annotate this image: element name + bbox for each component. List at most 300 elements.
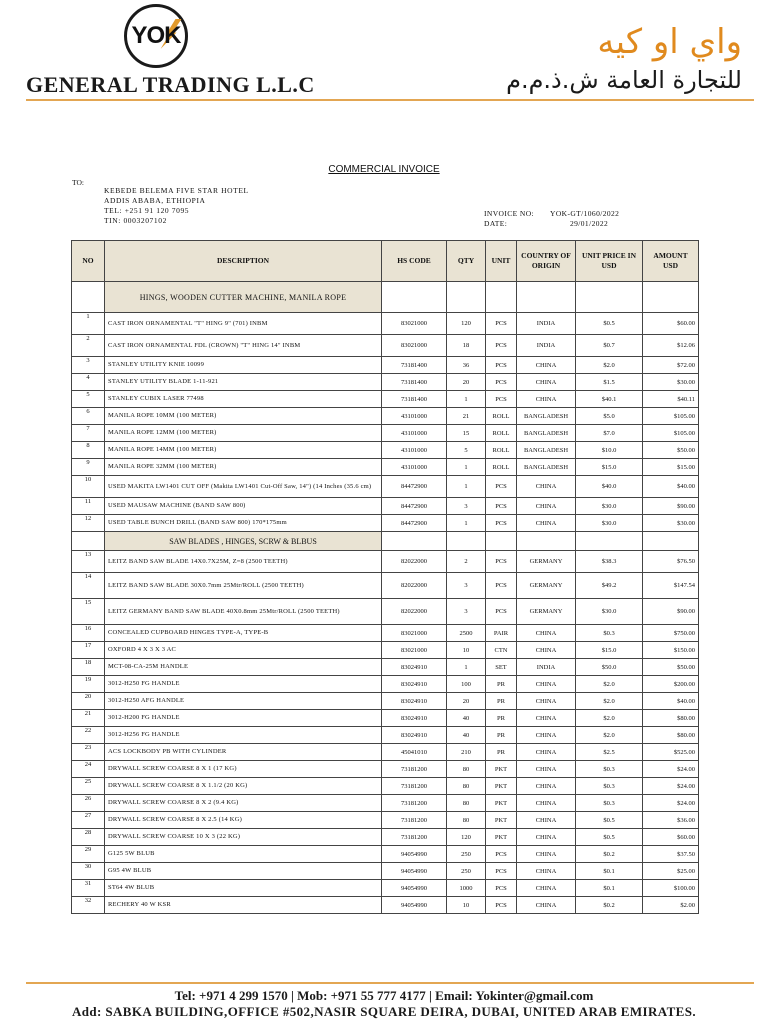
row-amount: $150.00 (643, 642, 699, 659)
row-description: LEITZ BAND SAW BLADE 30X0.7mm 25Mtr/ROLL (2500 TEETH) (105, 573, 382, 599)
row-qty: 120 (447, 313, 486, 335)
table-row (72, 335, 699, 357)
row-hs-code: 82022000 (382, 551, 447, 573)
row-amount: $90.00 (643, 599, 699, 625)
section-title: HINGS, WOODEN CUTTER MACHINE, MANILA ROPE (105, 282, 382, 313)
table-row (72, 897, 699, 914)
row-amount: $2.00 (643, 897, 699, 914)
row-origin: CHINA (517, 744, 576, 761)
row-amount: $40.00 (643, 693, 699, 710)
row-description: MANILA ROPE 32MM (100 METER) (105, 459, 382, 476)
row-number: 8 (72, 442, 105, 459)
row-hs-code: 43101000 (382, 459, 447, 476)
row-description: CAST IRON ORNAMENTAL "T" HING 9" (701) INBM (105, 313, 382, 335)
row-unit-price: $5.0 (576, 408, 643, 425)
row-origin: CHINA (517, 515, 576, 532)
row-amount: $200.00 (643, 676, 699, 693)
row-amount: $50.00 (643, 659, 699, 676)
row-origin: CHINA (517, 727, 576, 744)
row-origin: CHINA (517, 795, 576, 812)
row-number: 32 (72, 897, 105, 914)
row-number: 26 (72, 795, 105, 812)
row-unit-price: $0.5 (576, 313, 643, 335)
row-unit-price: $2.0 (576, 676, 643, 693)
row-qty: 20 (447, 693, 486, 710)
row-unit-price: $7.0 (576, 425, 643, 442)
row-qty: 36 (447, 357, 486, 374)
row-number: 21 (72, 710, 105, 727)
row-description: LEITZ BAND SAW BLADE 14X0.7X25M, Z=8 (2500 TEETH) (105, 551, 382, 573)
table-row (72, 744, 699, 761)
row-number: 29 (72, 846, 105, 863)
row-amount: $100.00 (643, 880, 699, 897)
row-number: 31 (72, 880, 105, 897)
row-amount: $24.00 (643, 795, 699, 812)
row-unit: PCS (486, 599, 517, 625)
row-hs-code: 94054990 (382, 897, 447, 914)
row-number: 5 (72, 391, 105, 408)
row-number: 6 (72, 408, 105, 425)
row-qty: 2500 (447, 625, 486, 642)
row-hs-code: 73181400 (382, 374, 447, 391)
row-number: 30 (72, 863, 105, 880)
row-unit: ROLL (486, 408, 517, 425)
row-unit: PCS (486, 897, 517, 914)
header-hs-code: HS CODE (382, 241, 447, 282)
row-unit-price: $0.2 (576, 846, 643, 863)
invoice-no-value: YOK-GT/1060/2022 (550, 209, 620, 218)
table-row (72, 313, 699, 335)
invoice-no-label: INVOICE NO: (484, 209, 535, 218)
date-value: 29/01/2022 (570, 219, 609, 228)
row-qty: 1 (447, 391, 486, 408)
row-amount: $40.11 (643, 391, 699, 408)
row-unit: PCS (486, 374, 517, 391)
row-unit-price: $2.0 (576, 727, 643, 744)
row-hs-code: 94054990 (382, 846, 447, 863)
row-unit: PKT (486, 778, 517, 795)
row-origin: CHINA (517, 676, 576, 693)
row-hs-code: 73181400 (382, 357, 447, 374)
row-origin: BANGLADESH (517, 425, 576, 442)
row-amount: $24.00 (643, 761, 699, 778)
footer-divider (26, 982, 754, 984)
header-no: NO (72, 241, 105, 282)
row-origin: CHINA (517, 693, 576, 710)
row-description: MANILA ROPE 12MM (100 METER) (105, 425, 382, 442)
row-unit-price: $2.5 (576, 744, 643, 761)
table-row (72, 829, 699, 846)
row-qty: 80 (447, 795, 486, 812)
row-description: MANILA ROPE 14MM (100 METER) (105, 442, 382, 459)
row-number: 12 (72, 515, 105, 532)
row-number: 3 (72, 357, 105, 374)
row-origin: CHINA (517, 812, 576, 829)
row-qty: 21 (447, 408, 486, 425)
row-unit-price: $0.1 (576, 863, 643, 880)
row-origin: CHINA (517, 625, 576, 642)
row-number: 19 (72, 676, 105, 693)
row-amount: $80.00 (643, 710, 699, 727)
table-row (72, 515, 699, 532)
row-number: 18 (72, 659, 105, 676)
row-unit: PCS (486, 335, 517, 357)
row-unit-price: $15.0 (576, 642, 643, 659)
row-description: STANLEY CUBIX LASER 77498 (105, 391, 382, 408)
row-number: 27 (72, 812, 105, 829)
row-number: 7 (72, 425, 105, 442)
row-unit: PCS (486, 476, 517, 498)
recipient-label: TO: (72, 178, 84, 187)
row-amount: $76.50 (643, 551, 699, 573)
recipient-line: TEL: +251 91 120 7095 (104, 206, 190, 215)
row-unit-price: $0.5 (576, 812, 643, 829)
row-hs-code: 83024910 (382, 710, 447, 727)
row-unit: CTN (486, 642, 517, 659)
row-qty: 1 (447, 476, 486, 498)
row-description: MANILA ROPE 10MM (100 METER) (105, 408, 382, 425)
row-description: USED MAUSAW MACHINE (BAND SAW 800) (105, 498, 382, 515)
table-row (72, 659, 699, 676)
logo-text: YOK (131, 22, 181, 49)
row-hs-code: 73181200 (382, 761, 447, 778)
row-origin: CHINA (517, 357, 576, 374)
row-unit: PR (486, 727, 517, 744)
row-hs-code: 84472900 (382, 498, 447, 515)
row-unit-price: $30.0 (576, 599, 643, 625)
row-unit-price: $0.1 (576, 880, 643, 897)
row-hs-code: 73181200 (382, 829, 447, 846)
company-logo (26, 4, 315, 97)
row-origin: GERMANY (517, 573, 576, 599)
row-unit: PR (486, 693, 517, 710)
row-number: 25 (72, 778, 105, 795)
row-origin: CHINA (517, 710, 576, 727)
row-unit: PKT (486, 761, 517, 778)
row-description: LEITZ GERMANY BAND SAW BLADE 40X0.8mm 25Mtr/ROLL (2500 TEETH) (105, 599, 382, 625)
row-origin: CHINA (517, 829, 576, 846)
row-description: MCT-08-CA-25M HANDLE (105, 659, 382, 676)
row-qty: 3 (447, 573, 486, 599)
company-name-arabic: للتجارة العامة ش.ذ.م.م (506, 66, 742, 94)
table-row (72, 761, 699, 778)
row-number: 24 (72, 761, 105, 778)
table-row (72, 693, 699, 710)
row-unit: PCS (486, 573, 517, 599)
table-row (72, 573, 699, 599)
row-hs-code: 83021000 (382, 642, 447, 659)
row-amount: $12.06 (643, 335, 699, 357)
row-qty: 10 (447, 897, 486, 914)
row-amount: $25.00 (643, 863, 699, 880)
header-divider (26, 99, 754, 101)
recipient-address (104, 186, 249, 226)
row-amount: $147.54 (643, 573, 699, 599)
row-qty: 2 (447, 551, 486, 573)
row-amount: $24.00 (643, 778, 699, 795)
table-row (72, 676, 699, 693)
row-unit-price: $2.0 (576, 357, 643, 374)
row-unit: PCS (486, 391, 517, 408)
row-qty: 210 (447, 744, 486, 761)
row-amount: $60.00 (643, 829, 699, 846)
row-qty: 40 (447, 710, 486, 727)
row-origin: CHINA (517, 476, 576, 498)
table-row (72, 391, 699, 408)
row-description: DRYWALL SCREW COARSE 10 X 3 (22 KG) (105, 829, 382, 846)
row-qty: 1000 (447, 880, 486, 897)
row-number: 23 (72, 744, 105, 761)
row-qty: 3 (447, 599, 486, 625)
table-row (72, 880, 699, 897)
table-row (72, 625, 699, 642)
row-number: 20 (72, 693, 105, 710)
row-qty: 10 (447, 642, 486, 659)
row-unit-price: $0.3 (576, 778, 643, 795)
date-label: DATE: (484, 219, 508, 228)
row-origin: INDIA (517, 335, 576, 357)
row-unit: PCS (486, 551, 517, 573)
header-country-of-origin: COUNTRY OF ORIGIN (517, 241, 576, 282)
row-unit: PCS (486, 313, 517, 335)
row-unit: PKT (486, 795, 517, 812)
table-row (72, 425, 699, 442)
row-unit: PCS (486, 498, 517, 515)
row-origin: CHINA (517, 846, 576, 863)
row-unit: PKT (486, 812, 517, 829)
row-qty: 15 (447, 425, 486, 442)
row-description: DRYWALL SCREW COARSE 8 X 1.1/2 (20 KG) (105, 778, 382, 795)
row-hs-code: 83021000 (382, 313, 447, 335)
table-row (72, 498, 699, 515)
row-amount: $15.00 (643, 459, 699, 476)
row-number: 1 (72, 313, 105, 335)
row-unit-price: $40.1 (576, 391, 643, 408)
row-description: ST64 4W BLUB (105, 880, 382, 897)
row-hs-code: 45041010 (382, 744, 447, 761)
recipient-line: ADDIS ABABA, ETHIOPIA (104, 196, 206, 205)
header-unit: UNIT (486, 241, 517, 282)
row-hs-code: 73181200 (382, 795, 447, 812)
row-unit-price: $15.0 (576, 459, 643, 476)
row-amount: $105.00 (643, 408, 699, 425)
row-description: G125 5W BLUB (105, 846, 382, 863)
row-unit: ROLL (486, 442, 517, 459)
table-row (72, 408, 699, 425)
table-row (72, 374, 699, 391)
row-description: STANLEY UTILITY BLADE 1-11-921 (105, 374, 382, 391)
row-description: STANLEY UTILITY KNIE 10099 (105, 357, 382, 374)
row-origin: CHINA (517, 897, 576, 914)
row-unit-price: $30.0 (576, 515, 643, 532)
row-description: 3012-H256 FG HANDLE (105, 727, 382, 744)
table-row (72, 642, 699, 659)
row-hs-code: 82022000 (382, 573, 447, 599)
row-unit-price: $0.7 (576, 335, 643, 357)
row-number: 9 (72, 459, 105, 476)
row-amount: $60.00 (643, 313, 699, 335)
row-origin: CHINA (517, 778, 576, 795)
table-row (72, 551, 699, 573)
header-unit-price: UNIT PRICE IN USD (576, 241, 643, 282)
row-number: 22 (72, 727, 105, 744)
row-unit: PCS (486, 880, 517, 897)
row-hs-code: 43101000 (382, 408, 447, 425)
row-hs-code: 83024910 (382, 676, 447, 693)
row-unit-price: $50.0 (576, 659, 643, 676)
row-description: OXFORD 4 X 3 X 3 AC (105, 642, 382, 659)
row-qty: 18 (447, 335, 486, 357)
brand-name-arabic: واي او كيه (597, 22, 742, 62)
row-origin: CHINA (517, 374, 576, 391)
row-hs-code: 73181400 (382, 391, 447, 408)
row-origin: CHINA (517, 761, 576, 778)
row-amount: $72.00 (643, 357, 699, 374)
recipient-line: KEBEDE BELEMA FIVE STAR HOTEL (104, 186, 249, 195)
table-header-row (72, 241, 699, 282)
footer-address: Add: SABKA BUILDING,OFFICE #502,NASIR SQUARE DEIRA, DUBAI, UNITED ARAB EMIRATES. (71, 1004, 697, 1019)
row-unit-price: $30.0 (576, 498, 643, 515)
row-amount: $30.00 (643, 515, 699, 532)
row-description: CAST IRON ORNAMENTAL FDL (CROWN) "T" HING 14" INBM (105, 335, 382, 357)
row-amount: $50.00 (643, 442, 699, 459)
table-row (72, 727, 699, 744)
table-row (72, 710, 699, 727)
row-unit-price: $0.3 (576, 795, 643, 812)
table-row (72, 476, 699, 498)
row-unit: PCS (486, 357, 517, 374)
row-unit: PR (486, 676, 517, 693)
row-origin: BANGLADESH (517, 442, 576, 459)
row-qty: 5 (447, 442, 486, 459)
header-description: DESCRIPTION (105, 241, 382, 282)
table-row (72, 599, 699, 625)
row-amount: $40.00 (643, 476, 699, 498)
row-amount: $750.00 (643, 625, 699, 642)
row-hs-code: 83024910 (382, 727, 447, 744)
row-amount: $30.00 (643, 374, 699, 391)
row-hs-code: 73181200 (382, 778, 447, 795)
row-number: 17 (72, 642, 105, 659)
invoice-meta (484, 209, 619, 229)
row-amount: $36.00 (643, 812, 699, 829)
row-hs-code: 84472900 (382, 476, 447, 498)
row-description: 3012-H200 FG HANDLE (105, 710, 382, 727)
row-description: DRYWALL SCREW COARSE 8 X 2 (9.4 KG) (105, 795, 382, 812)
row-description: 3012-H250 AFG HANDLE (105, 693, 382, 710)
row-number: 14 (72, 573, 105, 599)
row-qty: 3 (447, 498, 486, 515)
row-unit-price: $0.3 (576, 625, 643, 642)
items-table (71, 240, 699, 914)
logo-emblem (124, 4, 188, 68)
row-amount: $80.00 (643, 727, 699, 744)
row-unit: PR (486, 710, 517, 727)
row-qty: 1 (447, 659, 486, 676)
row-unit: ROLL (486, 425, 517, 442)
row-amount: $37.50 (643, 846, 699, 863)
table-row (72, 442, 699, 459)
row-description: USED TABLE BUNCH DRILL (BAND SAW 800) 170*175mm (105, 515, 382, 532)
row-unit: PCS (486, 863, 517, 880)
row-qty: 80 (447, 812, 486, 829)
footer-contact: Tel: +971 4 299 1570 | Mob: +971 55 777 4177 | Email: Yokinter@gmail.com (174, 988, 594, 1003)
row-qty: 100 (447, 676, 486, 693)
row-qty: 120 (447, 829, 486, 846)
row-hs-code: 83021000 (382, 335, 447, 357)
row-origin: CHINA (517, 498, 576, 515)
row-unit: PKT (486, 829, 517, 846)
row-qty: 80 (447, 761, 486, 778)
row-description: DRYWALL SCREW COARSE 8 X 2.5 (14 KG) (105, 812, 382, 829)
row-description: G95 4W BLUB (105, 863, 382, 880)
row-qty: 250 (447, 846, 486, 863)
section-title: SAW BLADES , HINGES, SCRW & BLBUS (105, 532, 382, 551)
row-number: 2 (72, 335, 105, 357)
table-row (72, 795, 699, 812)
row-hs-code: 83024910 (382, 659, 447, 676)
row-unit: PR (486, 744, 517, 761)
row-origin: GERMANY (517, 599, 576, 625)
row-hs-code: 82022000 (382, 599, 447, 625)
row-unit: ROLL (486, 459, 517, 476)
row-hs-code: 73181200 (382, 812, 447, 829)
table-row (72, 357, 699, 374)
row-hs-code: 84472900 (382, 515, 447, 532)
row-qty: 1 (447, 459, 486, 476)
table-row (72, 846, 699, 863)
row-number: 4 (72, 374, 105, 391)
row-hs-code: 94054990 (382, 880, 447, 897)
invoice-title: COMMERCIAL INVOICE (328, 164, 440, 175)
row-unit: PCS (486, 846, 517, 863)
row-description: DRYWALL SCREW COARSE 8 X 1 (17 KG) (105, 761, 382, 778)
row-description: 3012-H250 FG HANDLE (105, 676, 382, 693)
row-qty: 40 (447, 727, 486, 744)
row-number: 16 (72, 625, 105, 642)
row-hs-code: 83021000 (382, 625, 447, 642)
row-hs-code: 43101000 (382, 442, 447, 459)
row-qty: 1 (447, 515, 486, 532)
row-number: 28 (72, 829, 105, 846)
row-origin: BANGLADESH (517, 408, 576, 425)
row-hs-code: 94054990 (382, 863, 447, 880)
row-unit: SET (486, 659, 517, 676)
row-amount: $525.00 (643, 744, 699, 761)
row-unit: PCS (486, 515, 517, 532)
table-row (72, 459, 699, 476)
row-qty: 20 (447, 374, 486, 391)
section-row (72, 532, 699, 551)
row-unit-price: $38.3 (576, 551, 643, 573)
row-unit-price: $0.3 (576, 761, 643, 778)
row-unit-price: $49.2 (576, 573, 643, 599)
section-row (72, 282, 699, 313)
row-origin: INDIA (517, 313, 576, 335)
row-description: USED MAKITA LW1401 CUT OFF (Makita LW1401 Cut-Off Saw, 14") (14 Inches (35.6 cm) (105, 476, 382, 498)
header-amount: AMOUNT USD (643, 241, 699, 282)
row-qty: 250 (447, 863, 486, 880)
row-unit-price: $2.0 (576, 710, 643, 727)
row-qty: 80 (447, 778, 486, 795)
row-amount: $105.00 (643, 425, 699, 442)
row-origin: INDIA (517, 659, 576, 676)
table-row (72, 812, 699, 829)
row-amount: $90.00 (643, 498, 699, 515)
row-origin: CHINA (517, 642, 576, 659)
row-hs-code: 43101000 (382, 425, 447, 442)
row-origin: CHINA (517, 863, 576, 880)
